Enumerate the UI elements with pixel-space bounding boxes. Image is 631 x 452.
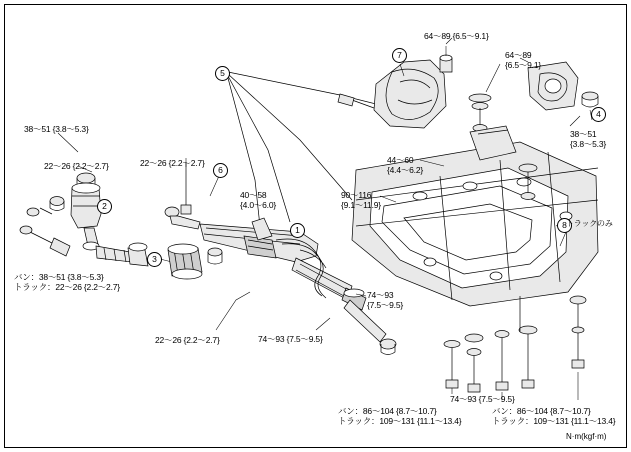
callout-1: 1 <box>290 223 305 238</box>
torque-38-51-right: 38～51 {3.8～5.3} <box>570 129 607 149</box>
callout-2: 2 <box>97 199 112 214</box>
torque-64-89-left: 64～89 {6.5～9.1} <box>424 31 489 41</box>
torque-44-60: 44～60 {4.4～6.2} <box>387 155 424 175</box>
van-track-left: バン：38～51 {3.8～5.3} トラック：22～26 {2.2～2.7} <box>14 272 120 292</box>
torque-22-26-left: 22～26 {2.2～2.7} <box>44 161 109 171</box>
units-label: N·m(kgf·m) <box>566 432 607 441</box>
torque-64-89-right: 64～89 {6.5～9.1} <box>505 50 542 70</box>
callout-6: 6 <box>213 163 228 178</box>
van-track-center: バン：86～104 {8.7～10.7} トラック：109～131 {11.1～13.4} <box>338 406 462 426</box>
torque-74-93-left: 74～93 {7.5～9.5} <box>258 334 323 344</box>
torque-90-116: 90～116 {9.1～11.9} <box>341 190 381 210</box>
callout-8: 8 <box>557 218 572 233</box>
callout-4: 4 <box>591 107 606 122</box>
track-only-note: トラックのみ <box>566 219 613 228</box>
torque-74-93-bottom: 74～93 {7.5～9.5} <box>450 394 515 404</box>
van-track-right: バン：86～104 {8.7～10.7} トラック：109～131 {11.1～13.4} <box>492 406 616 426</box>
callout-3: 3 <box>147 252 162 267</box>
torque-22-26-bottom: 22～26 {2.2～2.7} <box>155 335 220 345</box>
callout-5: 5 <box>215 66 230 81</box>
torque-22-26-mid: 22～26 {2.2～2.7} <box>140 158 205 168</box>
torque-38-51-upper-left: 38～51 {3.8～5.3} <box>24 124 89 134</box>
torque-40-58: 40～58 {4.0～6.0} <box>240 190 277 210</box>
callout-7: 7 <box>392 48 407 63</box>
torque-74-93-mid: 74～93 {7.5～9.5} <box>367 290 404 310</box>
